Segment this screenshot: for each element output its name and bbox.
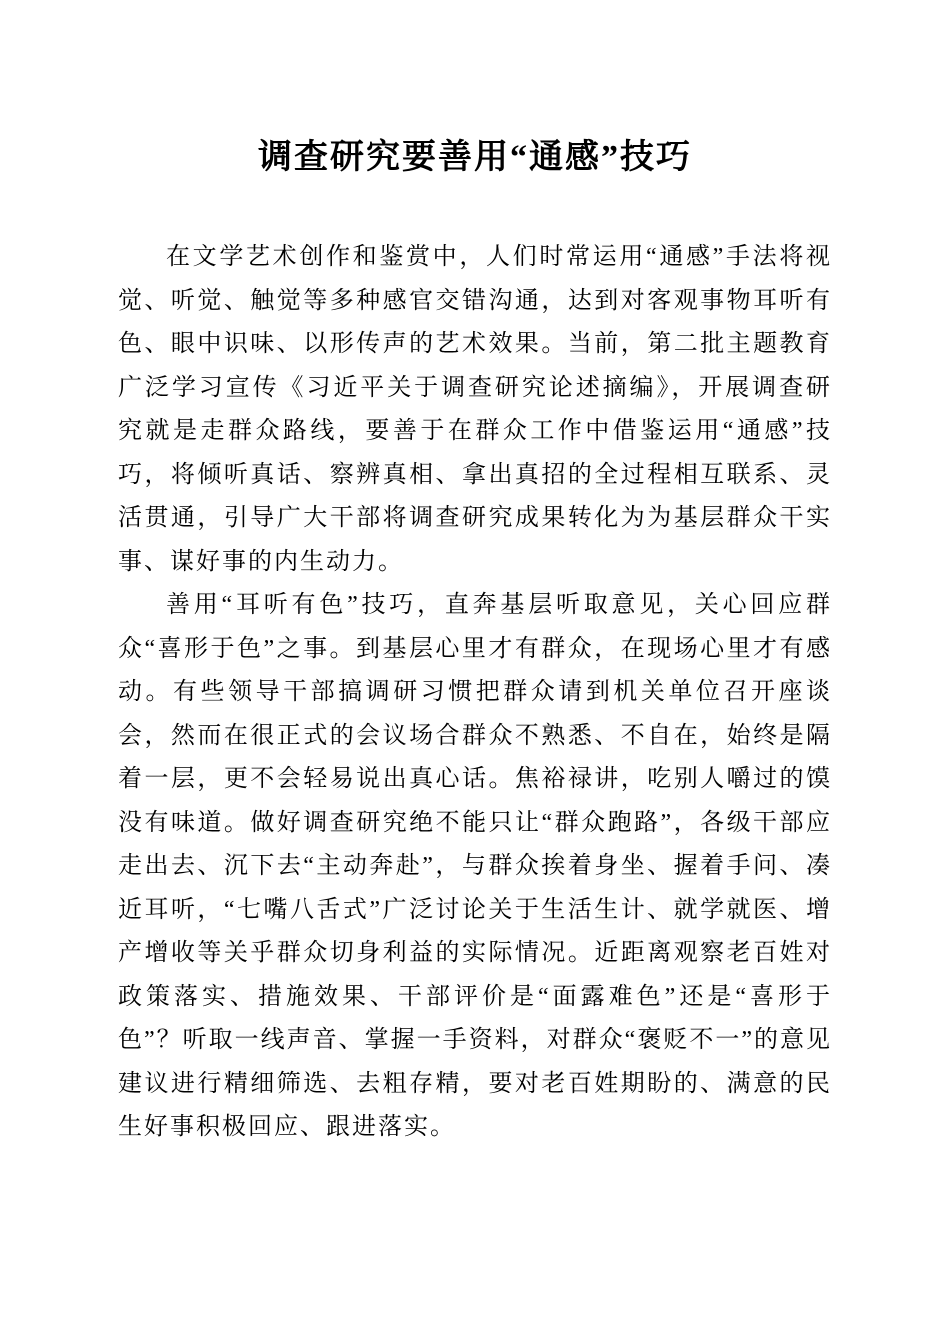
paragraph-1: 在文学艺术创作和鉴赏中，人们时常运用“通感”手法将视觉、听觉、触觉等多种感官交错沟通，达到对客观事物耳听有色、眼中识味、以形传声的艺术效果。当前，第二批主题教育广泛学习宣传《习近平关于调查研究论述摘编》，开展调查研究就是走群众路线，要善于在群众工作中借鉴运用“通感”技巧，将倾听真话、察辨真相、拿出真招的全过程相互联系、灵活贯通，引导广大干部将调查研究成果转化为为基层群众干实事、谋好事的内生动力。 (118, 244, 832, 575)
document-title: 调查研究要善用“通感”技巧 (258, 139, 692, 176)
paragraph-2: 善用“耳听有色”技巧，直奔基层听取意见，关心回应群众“喜形于色”之事。到基层心里才有群众，在现场心里才有感动。有些领导干部搞调研习惯把群众请到机关单位召开座谈会，然而在很正式的会议场合群众不熟悉、不自在，始终是隔着一层，更不会轻易说出真心话。焦裕禄讲，吃别人嚼过的馍没有味道。做好调查研究绝不能只让“群众跑路”，各级干部应走出去、沉下去“主动奔赴”，与群众挨着身坐、握着手问、凑近耳听，“七嘴八舌式”广泛讨论关于生活生计、就学就医、增产增收等关乎群众切身利益的实际情况。近距离观察老百姓对政策落实、措施效果、干部评价是“面露难色”还是“喜形于色”？听取一线声音、掌握一手资料，对群众“褒贬不一”的意见建议进行精细筛选、去粗存精，要对老百姓期盼的、满意的民生好事积极回应、跟进落实。 (118, 592, 832, 1141)
document-body (118, 236, 832, 1150)
